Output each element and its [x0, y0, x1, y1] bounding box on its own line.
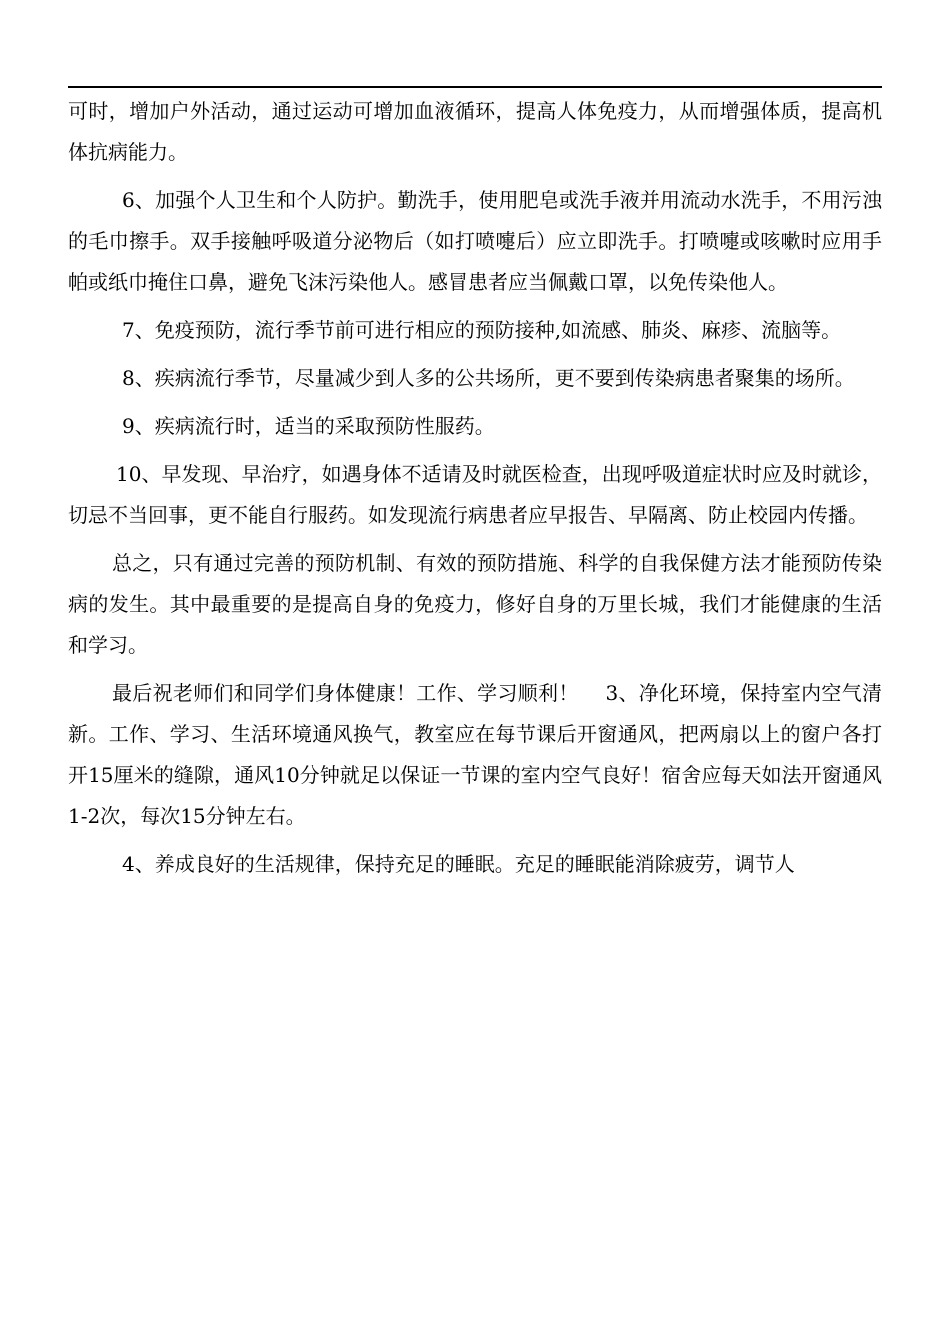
paragraph-item-9: 9、疾病流行时，适当的采取预防性服药。 [122, 414, 495, 438]
header-rule [68, 86, 882, 88]
paragraph-summary: 总之，只有通过完善的预防机制、有效的预防措施、科学的自我保健方法才能预防传染病的发生。其中最重要的是提高自身的免疫力，修好自身的万里长城，我们才能健康的生活和学习。 [68, 551, 882, 657]
paragraph-item-7: 7、免疫预防，流行季节前可进行相应的预防接种,如流感、肺炎、麻疹、流脑等。 [122, 318, 842, 342]
paragraph-closing: 最后祝老师们和同学们身体健康！工作、学习顺利！ 3、净化环境，保持室内空气清新。工作、学习、生活环境通风换气，教室应在每节课后开窗通风，把两扇以上的窗户各打开15厘米的缝隙，通风10分钟就足以保证一节课的室内空气良好！宿舍应每天如法开窗通风1-2次，每次15分钟左右。 [68, 681, 882, 828]
paragraph-item-4: 4、养成良好的生活规律，保持充足的睡眠。充足的睡眠能消除疲劳，调节人 [122, 852, 795, 876]
paragraph-continuation: 可时，增加户外活动，通过运动可增加血液循环，提高人体免疫力，从而增强体质，提高机体抗病能力。 [68, 99, 882, 164]
paragraph-item-10: 10、早发现、早治疗，如遇身体不适请及时就医检查，出现呼吸道症状时应及时就诊，切忌不当回事，更不能自行服药。如发现流行病患者应早报告、早隔离、防止校园内传播。 [68, 462, 882, 527]
body-text [68, 91, 882, 892]
paragraph-item-6: 6、加强个人卫生和个人防护。勤洗手，使用肥皂或洗手液并用流动水洗手，不用污浊的毛巾擦手。双手接触呼吸道分泌物后（如打喷嚏后）应立即洗手。打喷嚏或咳嗽时应用手帕或纸巾掩住口鼻，避免飞沫污染他人。感冒患者应当佩戴口罩，以免传染他人。 [68, 188, 882, 294]
paragraph-item-8: 8、疾病流行季节，尽量减少到人多的公共场所，更不要到传染病患者聚集的场所。 [122, 366, 855, 390]
